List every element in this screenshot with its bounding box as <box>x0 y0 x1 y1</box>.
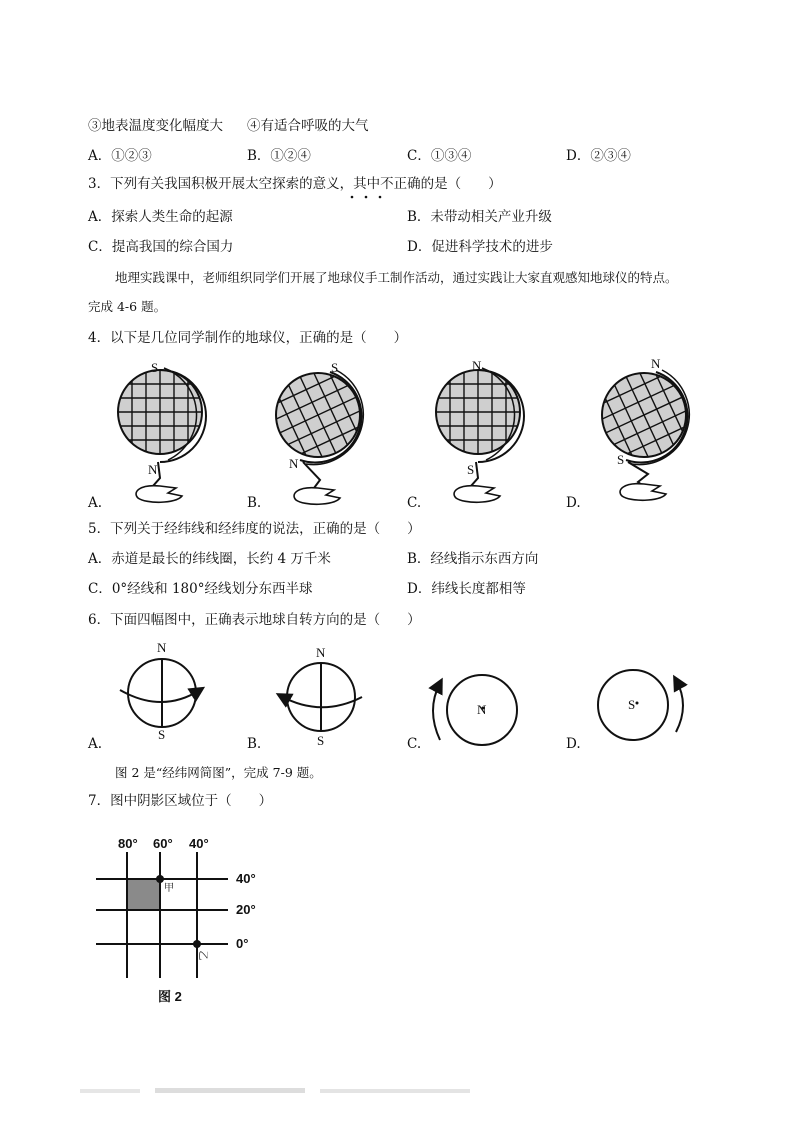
point-yi[interactable] <box>193 940 201 948</box>
globe-c-top-pole: N <box>472 358 482 373</box>
rotation-a-south: S <box>158 727 166 742</box>
q2-option-3: ③地表温度变化幅度大 <box>88 118 223 134</box>
context-7-9: 图 2 是“经纬网简图”，完成 7-9 题。 <box>115 765 322 780</box>
q4-stem: 4．以下是几位同学制作的地球仪，正确的是（ ） <box>88 330 408 346</box>
globe-a-bottom-pole: N <box>148 462 158 477</box>
q5-choice-d[interactable]: D．纬线长度都相等 <box>407 581 526 597</box>
globe-b-top-pole: S <box>331 360 339 375</box>
latitude-0: 0° <box>236 936 249 951</box>
scan-artifact <box>80 1086 480 1096</box>
q2-choice-b[interactable]: B．①②④ <box>247 148 311 164</box>
q3-choice-b[interactable]: B．未带动相关产业升级 <box>407 209 552 225</box>
point-jia-label: 甲 <box>164 883 174 894</box>
q3-choice-a[interactable]: A．探索人类生命的起源 <box>88 209 233 225</box>
q4-label-d[interactable]: D. <box>566 495 581 511</box>
rotation-a-north: N <box>157 640 167 655</box>
longitude-40: 40° <box>189 836 209 851</box>
context-4-6-line1: 地理实践课中，老师组织同学们开展了地球仪手工制作活动，通过实践让大家直观感知地球仪的特点。 <box>115 270 678 285</box>
q6-stem: 6．下面四幅图中，正确表示地球自转方向的是（ ） <box>88 612 421 628</box>
latitude-20: 20° <box>236 902 256 917</box>
point-yi-label: 乙 <box>196 950 208 961</box>
context-4-6-line2: 完成 4-6 题。 <box>88 299 167 314</box>
globe-d-bottom-pole: S <box>617 452 625 467</box>
shaded-area[interactable] <box>127 879 159 910</box>
q6-label-a[interactable]: A. <box>88 736 103 752</box>
q3-choice-c[interactable]: C．提高我国的综合国力 <box>88 239 234 255</box>
q2-choice-a[interactable]: A．①②③ <box>88 148 152 164</box>
q6-label-d[interactable]: D. <box>566 736 581 752</box>
q3-choice-d[interactable]: D．促进科学技术的进步 <box>407 239 553 255</box>
rotation-b-north: N <box>316 645 326 660</box>
q6-label-b[interactable]: B. <box>247 736 262 752</box>
q5-choice-b[interactable]: B．经线指示东西方向 <box>407 551 539 567</box>
globe-a-top-pole: S <box>151 360 159 375</box>
q5-choice-c[interactable]: C．0°经线和 180°经线划分东西半球 <box>88 581 313 597</box>
q4-label-c[interactable]: C. <box>407 495 422 511</box>
point-jia[interactable] <box>156 875 164 883</box>
q5-stem: 5．下列关于经纬线和经纬度的说法，正确的是（ ） <box>88 521 421 537</box>
q3-stem: 3．下列有关我国积极开展太空探索的意义，其中不正确的是（ ） <box>88 176 502 192</box>
rotation-b-south: S <box>317 733 325 748</box>
longitude-80: 80° <box>118 836 138 851</box>
q2-option-4: ④有适合呼吸的大气 <box>247 118 369 134</box>
globe-d-top-pole: N <box>651 356 661 371</box>
q5-choice-a[interactable]: A．赤道是最长的纬线圈，长约 4 万千米 <box>88 551 331 567</box>
q6-label-c[interactable]: C. <box>407 736 422 752</box>
q2-choice-d[interactable]: D．②③④ <box>566 148 631 164</box>
globe-b-bottom-pole: N <box>289 456 299 471</box>
globe-c-bottom-pole: S <box>467 462 475 477</box>
rotation-d-south: S <box>628 697 636 712</box>
q7-stem: 7．图中阴影区域位于（ ） <box>88 793 273 809</box>
longitude-60: 60° <box>153 836 173 851</box>
q4-label-a[interactable]: A. <box>88 495 103 511</box>
figure-2-caption: 图 2 <box>158 989 182 1004</box>
q4-label-b[interactable]: B. <box>247 495 262 511</box>
latitude-40: 40° <box>236 871 256 886</box>
rotation-c-north: N <box>477 702 487 717</box>
q2-choice-c[interactable]: C．①③④ <box>407 148 472 164</box>
